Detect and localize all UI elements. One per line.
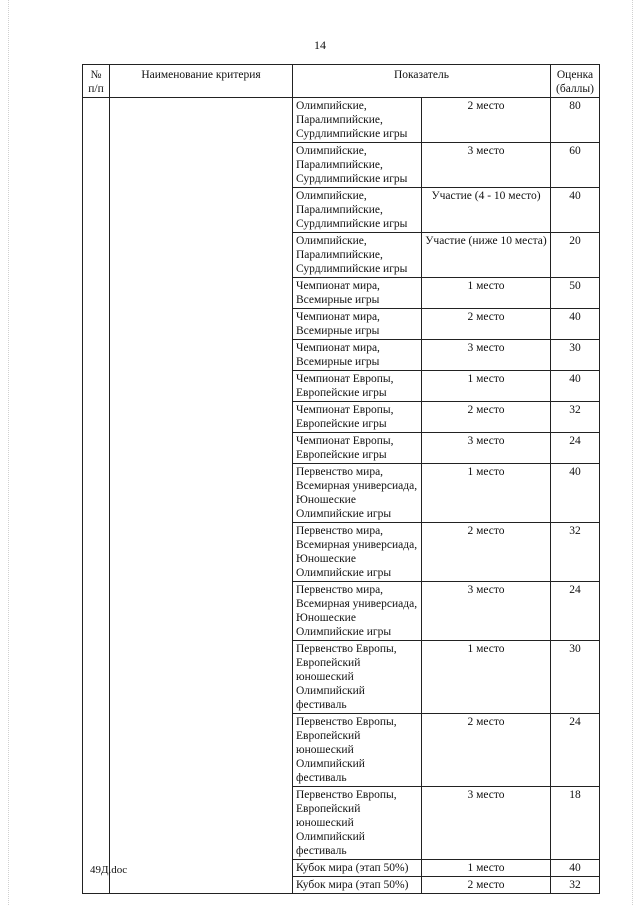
- table-row: [83, 98, 600, 143]
- cell-event: Первенство мира, Всемирная универсиада, Юношеские Олимпийские игры: [293, 464, 422, 523]
- cell-event: Кубок мира (этап 50%): [293, 860, 422, 877]
- cell-event: Чемпионат Европы, Европейские игры: [293, 371, 422, 402]
- cell-place: 2 место: [422, 714, 551, 787]
- cell-place: 1 место: [422, 464, 551, 523]
- cell-event: Первенство мира, Всемирная универсиада, Юношеские Олимпийские игры: [293, 523, 422, 582]
- cell-score: 24: [551, 582, 600, 641]
- cell-score: 32: [551, 877, 600, 894]
- cell-place: 1 место: [422, 641, 551, 714]
- cell-score: 20: [551, 233, 600, 278]
- scan-edge-left: [8, 0, 9, 905]
- cell-score: 32: [551, 402, 600, 433]
- cell-place: Участие (ниже 10 места): [422, 233, 551, 278]
- cell-event: Первенство Европы, Европейский юношеский Олимпийский фестиваль: [293, 787, 422, 860]
- cell-place: 3 место: [422, 787, 551, 860]
- cell-place: Участие (4 - 10 место): [422, 188, 551, 233]
- table-body: [83, 98, 600, 894]
- cell-score: 40: [551, 188, 600, 233]
- cell-score: 24: [551, 433, 600, 464]
- cell-score: 40: [551, 309, 600, 340]
- cell-place: 2 место: [422, 523, 551, 582]
- cell-place: 3 место: [422, 143, 551, 188]
- cell-place: 1 место: [422, 860, 551, 877]
- cell-place: 3 место: [422, 582, 551, 641]
- cell-score: 18: [551, 787, 600, 860]
- header-score: Оценка (баллы): [551, 65, 600, 98]
- criteria-table: [82, 64, 600, 894]
- cell-event: Олимпийские, Паралимпийские, Сурдлимпийские игры: [293, 143, 422, 188]
- cell-event: Первенство Европы, Европейский юношеский Олимпийский фестиваль: [293, 641, 422, 714]
- cell-place: 2 место: [422, 309, 551, 340]
- cell-event: Чемпионат мира, Всемирные игры: [293, 278, 422, 309]
- cell-score: 50: [551, 278, 600, 309]
- cell-score: 24: [551, 714, 600, 787]
- cell-event: Первенство Европы, Европейский юношеский Олимпийский фестиваль: [293, 714, 422, 787]
- cell-event: Кубок мира (этап 50%): [293, 877, 422, 894]
- cell-score: 60: [551, 143, 600, 188]
- cell-event: Чемпионат мира, Всемирные игры: [293, 309, 422, 340]
- table-header-row: [83, 65, 600, 98]
- cell-criterion-empty: [110, 98, 293, 894]
- cell-event: Олимпийские, Паралимпийские, Сурдлимпийские игры: [293, 98, 422, 143]
- cell-place: 2 место: [422, 877, 551, 894]
- cell-place: 2 место: [422, 98, 551, 143]
- footer-filename: 49Д.doc: [90, 864, 128, 876]
- cell-place: 2 место: [422, 402, 551, 433]
- cell-event: Олимпийские, Паралимпийские, Сурдлимпийские игры: [293, 188, 422, 233]
- header-num: № п/п: [83, 65, 110, 98]
- cell-score: 30: [551, 641, 600, 714]
- cell-event: Чемпионат мира, Всемирные игры: [293, 340, 422, 371]
- cell-score: 40: [551, 464, 600, 523]
- cell-place: 3 место: [422, 340, 551, 371]
- header-indicator: Показатель: [293, 65, 551, 98]
- cell-score: 32: [551, 523, 600, 582]
- header-criterion-name: Наименование критерия: [110, 65, 293, 98]
- cell-place: 3 место: [422, 433, 551, 464]
- cell-score: 80: [551, 98, 600, 143]
- cell-event: Чемпионат Европы, Европейские игры: [293, 402, 422, 433]
- cell-place: 1 место: [422, 371, 551, 402]
- cell-event: Первенство мира, Всемирная универсиада, Юношеские Олимпийские игры: [293, 582, 422, 641]
- cell-event: Олимпийские, Паралимпийские, Сурдлимпийские игры: [293, 233, 422, 278]
- cell-num-empty: [83, 98, 110, 894]
- cell-score: 40: [551, 371, 600, 402]
- cell-place: 1 место: [422, 278, 551, 309]
- page-number: 14: [314, 38, 326, 52]
- scan-edge-right: [632, 0, 633, 905]
- cell-score: 40: [551, 860, 600, 877]
- cell-event: Чемпионат Европы, Европейские игры: [293, 433, 422, 464]
- cell-score: 30: [551, 340, 600, 371]
